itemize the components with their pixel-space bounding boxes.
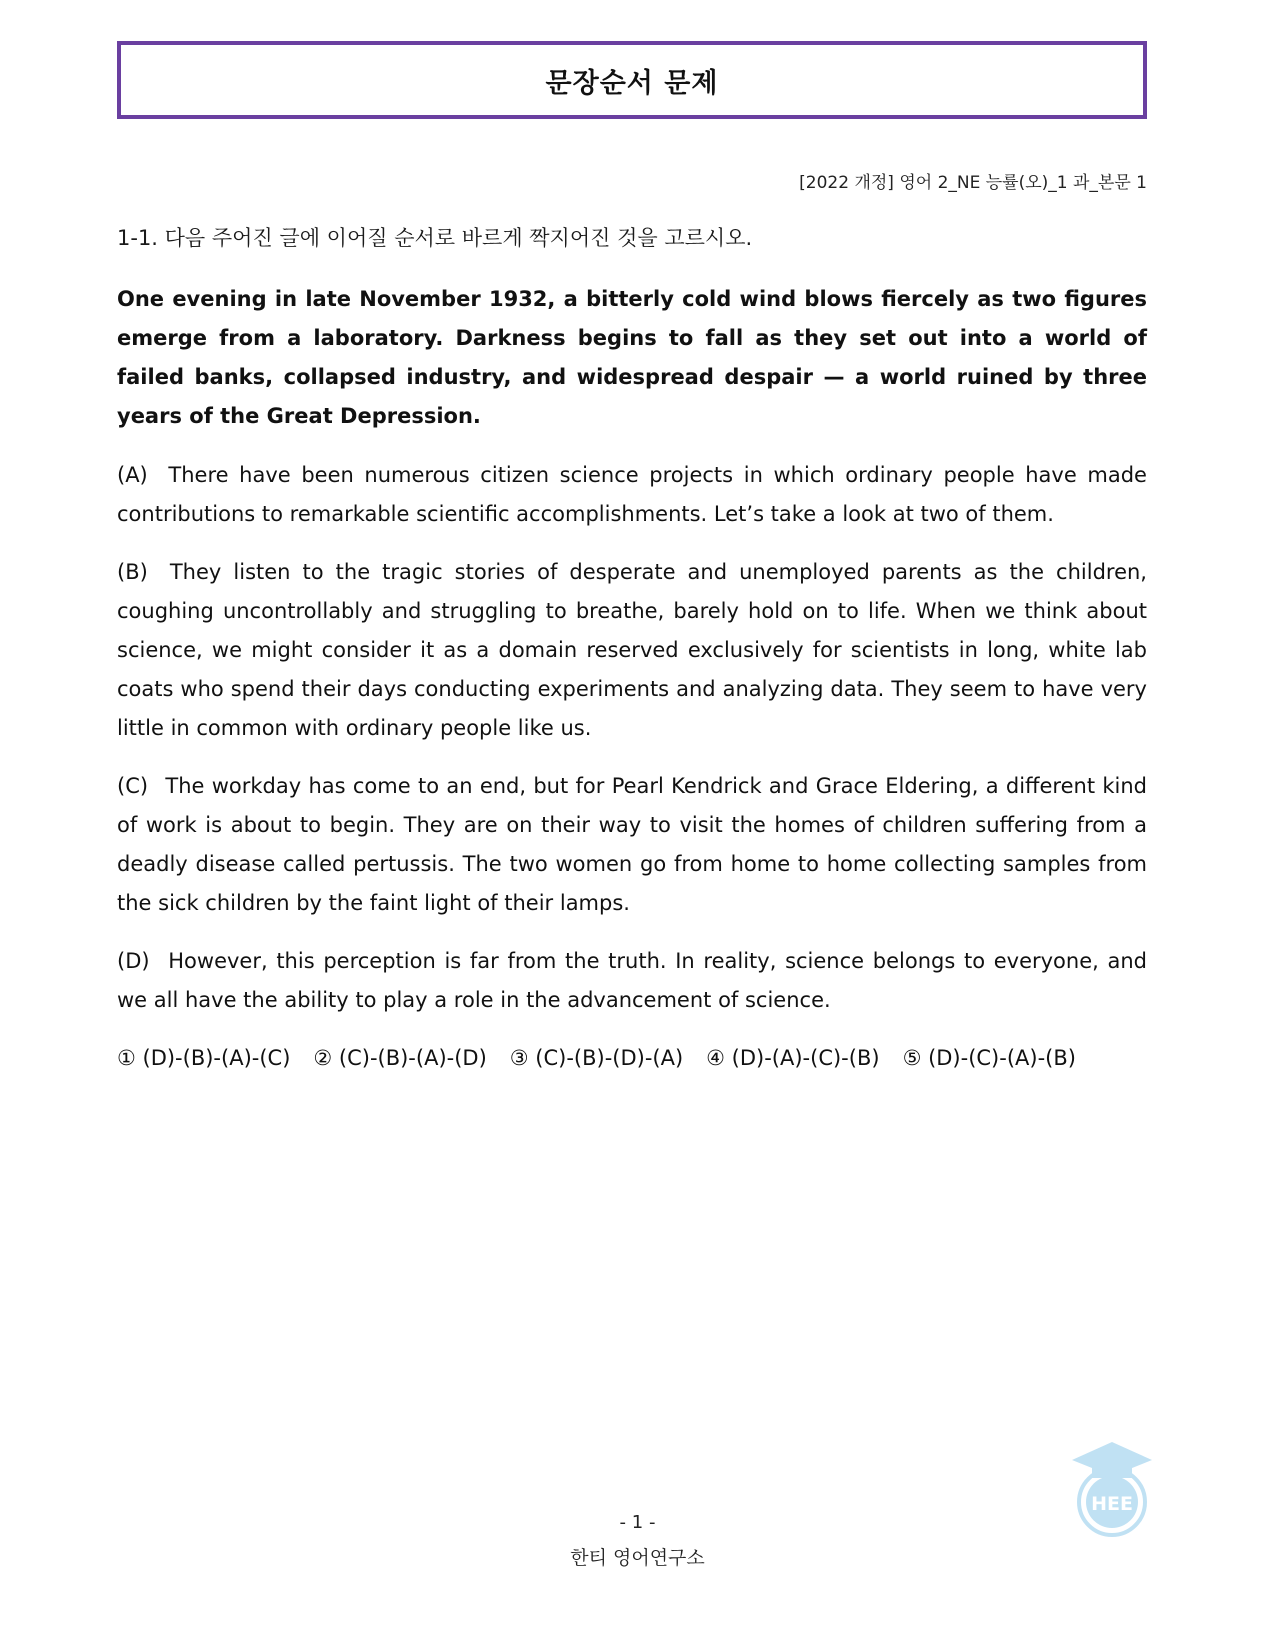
paragraph-label: (D) <box>117 949 150 973</box>
logo-text: HEE <box>1091 1493 1133 1515</box>
option-4[interactable]: ④ (D)-(A)-(C)-(B) <box>706 1046 880 1070</box>
paragraph-label: (B) <box>117 560 148 584</box>
option-5[interactable]: ⑤ (D)-(C)-(A)-(B) <box>902 1046 1076 1070</box>
paragraph-text: They listen to the tragic stories of desperate and unemployed parents as the children, coughing uncontrollably and struggling to breathe, barely hold on to life. When we think about science, we might consider it as a domain reserved exclusively for scientists in long, white lab coats who spend their days conducting experiments and analyzing data. They seem to have very little in common with ordinary people like us. <box>117 560 1147 740</box>
option-3[interactable]: ③ (C)-(B)-(D)-(A) <box>509 1046 684 1070</box>
option-2[interactable]: ② (C)-(B)-(A)-(D) <box>313 1046 487 1070</box>
paragraph-label: (C) <box>117 774 149 798</box>
given-passage: One evening in late November 1932, a bitterly cold wind blows fiercely as two figures emerge from a laboratory. Darkness begins to fall as they set out into a world of failed banks, collapsed industry, and widespread despair — a world ruined by three years of the Great Depression. <box>117 287 1147 428</box>
title-box <box>117 41 1147 119</box>
question-prompt: 1-1. 다음 주어진 글에 이어질 순서로 바르게 짝지어진 것을 고르시오. <box>117 226 753 250</box>
paragraph-label: (A) <box>117 463 148 487</box>
paragraph-b <box>117 553 1147 748</box>
footer-org: 한티 영어연구소 <box>570 1547 705 1569</box>
paragraph-text: However, this perception is far from the truth. In reality, science belongs to everyone, and we all have the ability to play a role in the advancement of science. <box>117 949 1147 1012</box>
passage-content <box>117 280 1147 1078</box>
source-label: [2022 개정] 영어 2_NE 능률(오)_1 과_본문 1 <box>799 173 1147 193</box>
paragraph-c <box>117 767 1147 923</box>
answer-options <box>117 1039 1147 1078</box>
paragraph-text: There have been numerous citizen science projects in which ordinary people have made contributions to remarkable scientific accomplishments. Let’s take a look at two of them. <box>117 463 1147 526</box>
option-1[interactable]: ① (D)-(B)-(A)-(C) <box>117 1046 291 1070</box>
paragraph-text: The workday has come to an end, but for Pearl Kendrick and Grace Eldering, a different kind of work is about to begin. They are on their way to visit the homes of children suffering from a deadly disease called pertussis. The two women go from home to home collecting samples from the sick children by the faint light of their lamps. <box>117 774 1147 915</box>
page-number: - 1 - <box>619 1512 656 1533</box>
paragraph-a <box>117 456 1147 534</box>
paragraph-d <box>117 942 1147 1020</box>
page-title: 문장순서 문제 <box>545 67 719 99</box>
